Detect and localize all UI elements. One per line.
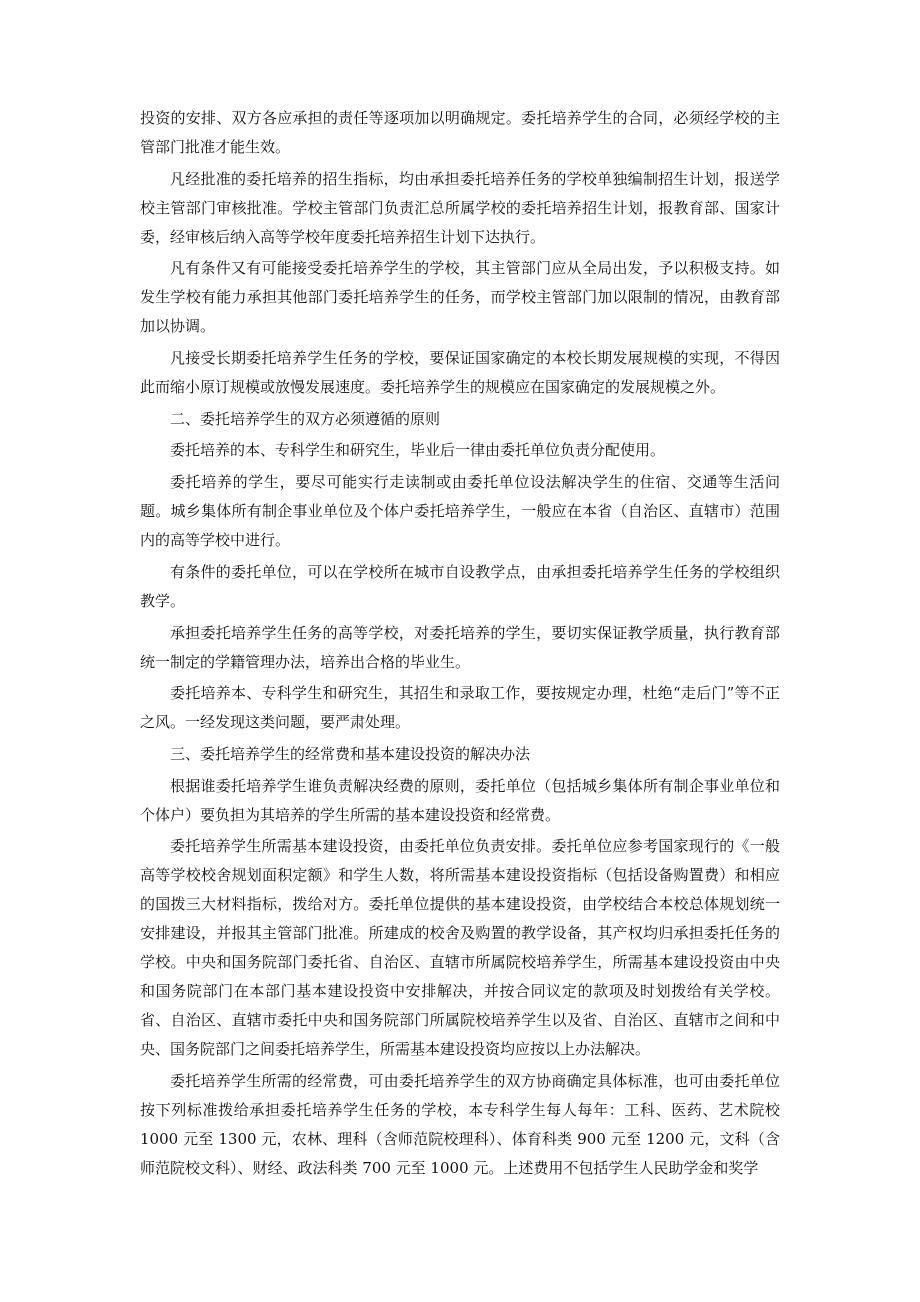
section-heading-funding: 三、委托培养学生的经常费和基本建设投资的解决办法 [170,744,531,763]
paragraph-funding-principle: 根据谁委托培养学生谁负责解决经费的原则，委托单位（包括城乡集体所有制企事业单位和个体户）要负担为其培养的学生所需的基本建设投资和经常费。 [140,776,780,824]
paragraph-development-scale: 凡接受长期委托培养学生任务的学校，要保证国家确定的本校长期发展规模的实现，不得因此而缩小原订规模或放慢发展速度。委托培养学生的规模应在国家确定的发展规模之外。 [140,349,780,397]
paragraph-operating-costs: 委托培养学生所需的经常费，可由委托培养学生的双方协商确定具体标准，也可由委托单位按下列标准拨给承担委托培养学生任务的学校，本专科学生每人每年：工科、医药、艺术院校 1000 元至 1300 元，农林、理科（含师范院校理科）、体育科类 900 元至 1200 元，文科（含师范院校文科）、财经、政法科类 700 元至 1000 元。上述费用不包括学生人民助学金和奖学 [140,1071,780,1177]
paragraph-contract-approval: 投资的安排、双方各应承担的责任等逐项加以明确规定。委托培养学生的合同，必须经学校的主管部门批准才能生效。 [140,109,780,156]
paragraph-construction-investment: 委托培养学生所需基本建设投资，由委托单位负责安排。委托单位应参考国家现行的《一般高等学校校舍规划面积定额》和学生人数，将所需基本建设投资指标（包括设备购置费）和相应的国拨三大材料指标，拨给对方。委托单位提供的基本建设投资，由学校结合本校总体规划统一安排建设，并报其主管部门批准。所建成的校舍及购置的教学设备，其产权均归承担委托任务的学校。中央和国务院部门委托省、自治区、直辖市所属院校培养学生，所需基本建设投资由中央和国务院部门在本部门基本建设投资中安排解决，并按合同议定的款项及时划拨给有关学校。省、自治区、直辖市委托中央和国务院部门所属院校培养学生以及省、自治区、直辖市之间和中央、国务院部门之间委托培养学生，所需基本建设投资均应按以上办法解决。 [140,837,780,1059]
paragraph-enrollment-plan: 凡经批准的委托培养的招生指标，均由承担委托培养任务的学校单独编制招生计划，报送学校主管部门审核批准。学校主管部门负责汇总所属学校的委托培养招生计划，报教育部、国家计委，经审核后纳入高等学校年度委托培养招生计划下达执行。 [140,169,780,246]
paragraph-supervisor-support: 凡有条件又有可能接受委托培养学生的学校，其主管部门应从全局出发，予以积极支持。如发生学校有能力承担其他部门委托培养学生的任务，而学校主管部门加以限制的情况，由教育部加以协调。 [140,259,780,336]
section-heading-principles: 二、委托培养学生的双方必须遵循的原则 [170,409,441,428]
paragraph-teaching-sites: 有条件的委托单位，可以在学校所在城市自设教学点，由承担委托培养学生任务的学校组织教学。 [140,562,780,610]
paragraph-admission-rules: 委托培养本、专科学生和研究生，其招生和录取工作，要按规定办理，杜绝“走后门”等不正之风。一经发现这类问题，要严肃处理。 [140,684,780,732]
paragraph-teaching-quality: 承担委托培养学生任务的高等学校，对委托培养的学生，要切实保证教学质量，执行教育部统一制定的学籍管理办法，培养出合格的毕业生。 [140,623,780,671]
document-page [140,104,780,1186]
paragraph-day-students: 委托培养的学生，要尽可能实行走读制或由委托单位设法解决学生的住宿、交通等生活问题。城乡集体所有制企事业单位及个体户委托培养学生，一般应在本省（自治区、直辖市）范围内的高等学校中进行。 [140,473,780,550]
paragraph-graduate-assignment: 委托培养的本、专科学生和研究生，毕业后一律由委托单位负责分配使用。 [170,441,666,460]
